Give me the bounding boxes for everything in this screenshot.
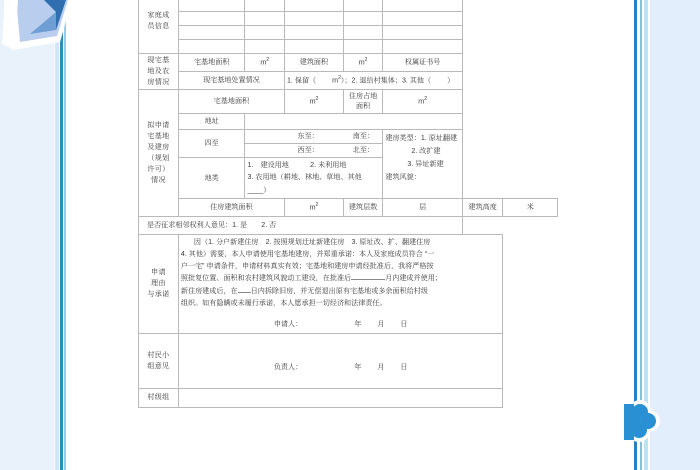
table-row — [139, 40, 558, 54]
unit-text: m — [332, 76, 339, 85]
label-line: 村民小 — [147, 350, 170, 359]
left-background-panel — [0, 0, 54, 470]
option-retain: 1. 保留（ — [286, 76, 317, 85]
table-row — [139, 216, 558, 234]
fill-blank-months[interactable] — [351, 279, 385, 280]
apply-height-unit: 米 — [503, 198, 558, 216]
unit-text: m — [309, 203, 316, 212]
ownership-cert-label: 权属证书号 — [383, 54, 463, 72]
unit-superscript: 2 — [364, 57, 368, 64]
family-cell[interactable] — [284, 26, 343, 40]
label-line: 组意见 — [147, 361, 170, 370]
fill-blank-days[interactable] — [238, 292, 251, 293]
label-line: 房情况 — [147, 77, 170, 86]
option-close-paren: ） — [447, 76, 455, 85]
apply-floors-unit: 层 — [383, 198, 463, 216]
family-cell[interactable] — [383, 0, 463, 12]
row-label-reason-promise — [139, 234, 179, 333]
table-row — [139, 234, 558, 333]
table-row — [139, 113, 558, 129]
label-line: 申请 — [151, 268, 166, 277]
family-cell[interactable] — [245, 26, 285, 40]
family-cell[interactable] — [178, 12, 245, 26]
family-cell[interactable] — [245, 12, 285, 26]
family-cell[interactable] — [178, 26, 245, 40]
apply-boundary-west-north[interactable] — [245, 143, 383, 157]
table-row — [139, 26, 558, 40]
unit-superscript: 2 — [315, 95, 319, 102]
label-line: 员信息 — [147, 22, 170, 30]
family-cell[interactable] — [284, 0, 343, 12]
village-group-opinion-area[interactable] — [178, 333, 503, 388]
family-cell[interactable] — [383, 12, 463, 26]
label-line: 及建房 — [147, 142, 170, 151]
boundary-east: 东至： — [297, 131, 319, 140]
apply-floors-label: 建筑层数 — [343, 198, 383, 216]
table-row — [139, 54, 558, 72]
right-stripe-dark — [634, 0, 637, 470]
label-line: 情况 — [151, 175, 166, 184]
promise-line: 组织。如有隐瞒或未履行承诺，本人愿承担一切经济和法律责任。 — [180, 298, 387, 307]
unit-superscript: 2 — [338, 75, 341, 82]
left-stripe-light — [55, 0, 59, 470]
build-type-line: 建房类型：1. 原址翻建 — [385, 133, 458, 142]
table-row — [139, 333, 558, 388]
right-background-panel — [650, 0, 700, 470]
promise-line: 4. 其他）需要，本人申请使用宅基地建房，并郑重承诺：本人及家庭成员符合 “一 — [180, 250, 435, 259]
left-stripe-mid — [64, 0, 66, 470]
label-line: 村级组 — [147, 393, 170, 402]
unit-text: m — [418, 97, 425, 106]
promise-line: 月内建成并使用； — [385, 274, 442, 283]
unit-text: m — [358, 58, 365, 67]
apply-house-area-label: 住房建筑面积 — [178, 198, 284, 216]
boundary-north: 北至： — [352, 145, 375, 154]
label-line: （规划 — [147, 153, 170, 162]
boundary-west: 西至： — [297, 145, 319, 154]
unit-text: m — [309, 97, 316, 106]
day-label: 日 — [400, 362, 408, 371]
label-line: 许可） — [147, 164, 170, 173]
apply-address-label: 地址 — [178, 113, 245, 129]
village-group-signature-line[interactable] — [181, 361, 501, 373]
table-row — [139, 72, 558, 90]
promise-line: 新住房建成后，在 — [180, 286, 238, 295]
row-label-existing-homestead — [139, 54, 179, 90]
existing-disposal-options[interactable] — [284, 72, 462, 90]
existing-building-area-unit — [343, 54, 383, 72]
family-cell[interactable] — [284, 40, 343, 54]
label-line: 拟申请 — [147, 120, 170, 129]
family-cell[interactable] — [383, 40, 463, 54]
homestead-application-form — [138, 0, 558, 408]
build-type-line: 3. 异址新建 — [407, 159, 444, 168]
year-label: 年 — [354, 319, 362, 328]
reason-promise-text[interactable] — [178, 234, 503, 333]
family-cell[interactable] — [245, 0, 285, 12]
promise-line: 户一宅” 申请条件，申请材料真实有效；宅基地和建房申请经批准后，我将严格按 — [180, 262, 434, 271]
table-row — [139, 129, 558, 143]
promise-line: 日内拆除旧房，并无偿退出原有宅基地或多余面积给村级 — [250, 286, 428, 295]
apply-landtype-label: 地类 — [178, 157, 245, 198]
apply-house-footprint-label: 住房占地面积 — [343, 90, 383, 114]
right-stripe-light — [644, 0, 648, 470]
promise-line: 照批复位置、面积和农村建筑风貌动工建设，在批准后 — [180, 274, 352, 283]
apply-house-area-unit — [284, 198, 343, 216]
applicant-label: 申请人： — [273, 319, 303, 328]
family-cell[interactable] — [343, 0, 383, 12]
row-label-apply-homestead — [139, 90, 179, 217]
row-label-village-committee — [139, 388, 179, 407]
label-line: 理由 — [151, 279, 166, 288]
apply-area-unit — [284, 90, 343, 114]
table-row — [139, 388, 558, 407]
row-label-family-members — [139, 0, 179, 54]
existing-area-unit — [245, 54, 285, 72]
left-stripe-dark — [60, 0, 63, 470]
table-row — [139, 12, 558, 26]
responsible-person-label: 负责人： — [273, 362, 303, 371]
family-cell[interactable] — [284, 12, 343, 26]
unit-superscript: 2 — [424, 95, 427, 102]
table-row — [139, 90, 558, 114]
unit-text: m — [260, 58, 267, 67]
boundary-south: 南至： — [352, 131, 375, 140]
apply-area-label: 宅基地面积 — [178, 90, 284, 114]
corner-ribbon-icon — [0, 0, 100, 74]
option-return-other: ）；2. 退给村集体；3. 其他（ — [340, 76, 432, 85]
unit-superscript: 2 — [266, 57, 270, 64]
apply-boundary-label: 四至 — [178, 129, 245, 157]
label-line: 家庭成 — [147, 11, 170, 20]
row-label-village-group-opinion — [139, 333, 179, 388]
existing-disposal-label: 现宅基地处置情况 — [178, 72, 284, 90]
family-cell[interactable] — [343, 40, 383, 54]
table-row — [139, 0, 558, 12]
family-cell[interactable] — [245, 40, 285, 54]
existing-area-label: 宅基地面积 — [178, 54, 245, 72]
family-cell[interactable] — [343, 12, 383, 26]
family-cell[interactable] — [343, 26, 383, 40]
flower-ornament-icon — [620, 398, 664, 444]
apply-address-value[interactable] — [245, 113, 462, 129]
label-line: 地及农 — [147, 67, 170, 75]
existing-building-area-label: 建筑面积 — [284, 54, 343, 72]
label-line: 宅基地 — [147, 131, 170, 140]
apply-neighbor-consent[interactable]: 是否征求相邻权利人意见：1. 是 2. 否 — [139, 216, 463, 234]
table-row — [139, 198, 558, 216]
label-line: 与承诺 — [147, 290, 170, 299]
landtype-line-1: 1. 建设用地 2. 未利用地 — [247, 160, 347, 169]
unit-superscript: 2 — [315, 202, 319, 209]
apply-height-label: 建筑高度 — [462, 198, 503, 216]
apply-house-footprint-unit — [383, 90, 463, 114]
year-label: 年 — [354, 362, 362, 371]
month-label: 月 — [377, 319, 385, 328]
applicant-signature-line[interactable] — [181, 318, 501, 330]
apply-build-type[interactable] — [383, 129, 463, 198]
apply-landtype-options[interactable] — [245, 157, 383, 198]
landtype-line-2: 3. 农用地（耕地、林地、草地、其他____） — [247, 173, 362, 195]
family-cell[interactable] — [178, 40, 245, 54]
village-committee-area[interactable] — [178, 388, 503, 407]
build-style-label: 建筑风貌： — [385, 172, 421, 181]
day-label: 日 — [400, 319, 408, 328]
month-label: 月 — [377, 362, 385, 371]
family-cell[interactable] — [178, 0, 245, 12]
right-stripe-mid — [640, 0, 642, 470]
build-type-line: 2. 改扩建 — [411, 146, 441, 155]
label-line: 现宅基 — [147, 56, 170, 65]
apply-boundary-east-south[interactable] — [245, 129, 383, 143]
table-row — [139, 157, 558, 198]
family-cell[interactable] — [383, 26, 463, 40]
promise-line: 因（1. 分户新建住房 2. 按照规划迁址新建住房 3. 原址改、扩、翻建住房 — [193, 237, 431, 246]
